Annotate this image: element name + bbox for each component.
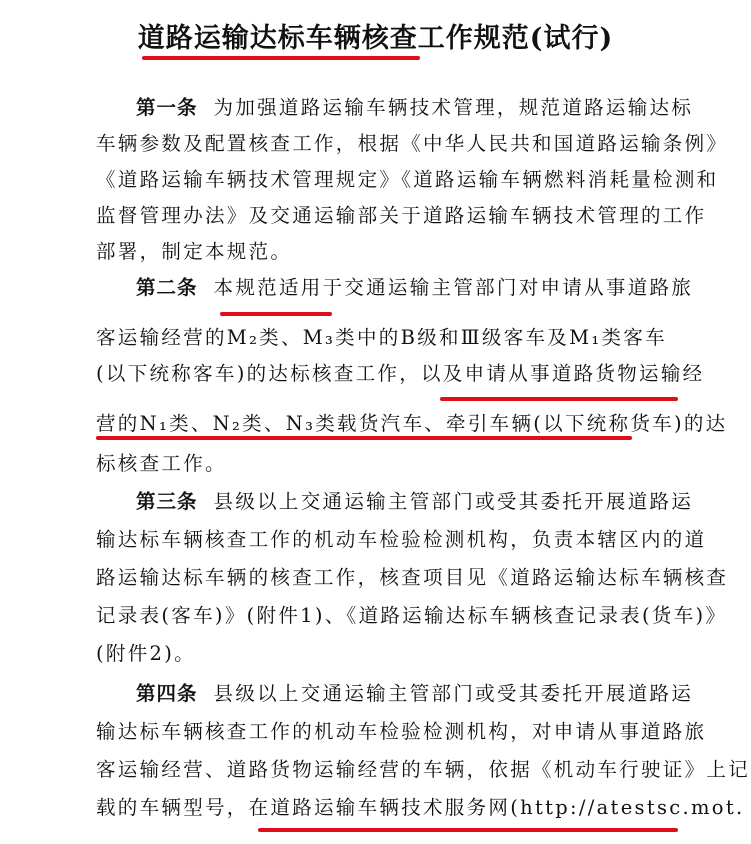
underline-service-site [258, 828, 678, 832]
article-label: 第一条 [136, 96, 198, 119]
article-3-line-1: 第三条 县级以上交通运输主管部门或受其委托开展道路运 [136, 490, 694, 513]
article-3-line-4: 记录表(客车)》(附件1)、《道路运输达标车辆核查记录表(货车)》 [96, 604, 728, 627]
article-label: 第三条 [136, 490, 198, 513]
underline-freight-1 [440, 397, 678, 401]
article-2-line-4: 营的N₁类、N₂类、N₃类载货汽车、牵引车辆(以下统称货车)的达 [96, 412, 728, 435]
underline-freight-2 [96, 436, 632, 440]
article-1-line-2: 车辆参数及配置核查工作，根据《中华人民共和国道路运输条例》 [96, 132, 729, 155]
article-1-line-5: 部署，制定本规范。 [96, 240, 293, 263]
article-2-line-2: 客运输经营的M₂类、M₃类中的B级和Ⅲ级客车及M₁类客车 [96, 326, 667, 349]
article-1-line-4: 监督管理办法》及交通运输部关于道路运输车辆技术管理的工作 [96, 204, 707, 227]
article-2-line-3: (以下统称客车)的达标核查工作，以及申请从事道路货物运输经 [96, 362, 705, 385]
article-4-line-1: 第四条 县级以上交通运输主管部门或受其委托开展道路运 [136, 682, 694, 705]
document-title: 道路运输达标车辆核查工作规范(试行) [137, 23, 614, 54]
article-4-line-4: 载的车辆型号，在道路运输车辆技术服务网(http://atestsc.mot. [96, 796, 745, 819]
article-2-line-1: 第二条 本规范适用于交通运输主管部门对申请从事道路旅 [136, 276, 694, 299]
article-label: 第四条 [136, 682, 198, 705]
title-underline [142, 56, 420, 60]
article-3-line-2: 输达标车辆核查工作的机动车检验检测机构，负责本辖区内的道 [96, 528, 707, 551]
article-3-line-3: 路运输达标车辆的核查工作，核查项目见《道路运输达标车辆核查 [96, 566, 729, 589]
article-label: 第二条 [136, 276, 198, 299]
underline-scope [220, 312, 332, 316]
article-3-line-5: (附件2)。 [96, 642, 196, 665]
article-1-line-1: 第一条 为加强道路运输车辆技术管理，规范道路运输达标 [136, 96, 694, 119]
article-4-line-3: 客运输经营、道路货物运输经营的车辆，依据《机动车行驶证》上记 [96, 758, 751, 781]
article-1-line-3: 《道路运输车辆技术管理规定》《道路运输车辆燃料消耗量检测和 [96, 168, 719, 191]
article-2-line-5: 标核查工作。 [96, 452, 227, 475]
article-4-line-2: 输达标车辆核查工作的机动车检验检测机构，对申请从事道路旅 [96, 720, 707, 743]
